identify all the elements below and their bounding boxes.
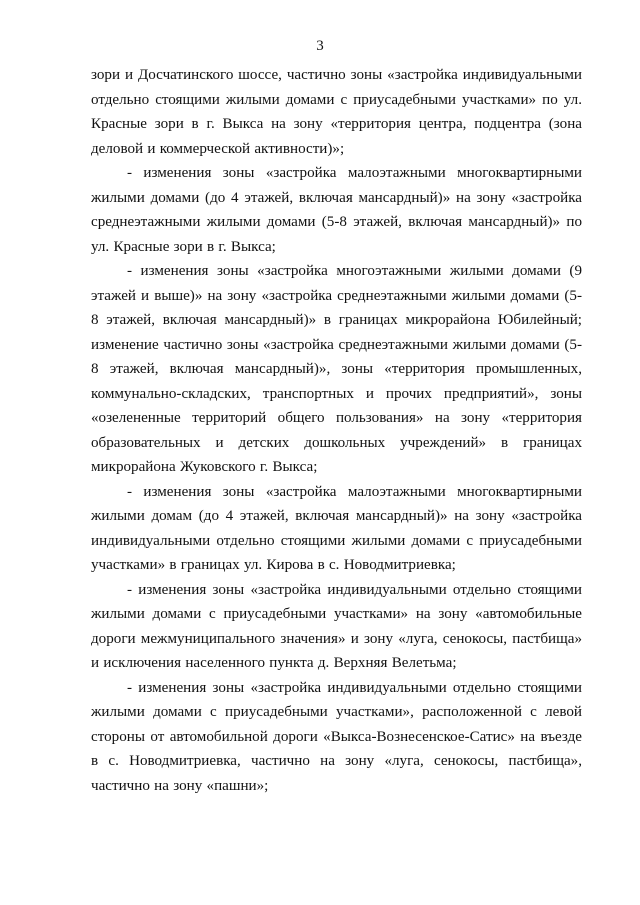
document-body bbox=[91, 63, 582, 798]
paragraph-list-item: - изменения зоны «застройка многоэтажными жилыми домами (9 этажей и выше)» на зону «застройка среднеэтажными жилыми домами (5-8 этажей, включая мансардный)» в границах микрорайона Юбилейный; изменение частично зоны «застройка среднеэтажными жилыми домами (5-8 этажей, включая мансардный)», зоны «территория промышленных, коммунально-складских, транспортных и прочих предприятий», зоны «озелененные территорий общего пользования» на зону «территория образовательных и детских дошкольных учреждений» в границах микрорайона Жуковского г. Выкса; bbox=[91, 263, 582, 475]
paragraph-list-item: - изменения зоны «застройка малоэтажными многоквартирными жилыми домами (до 4 этажей, включая мансардный)» на зону «застройка среднеэтажными жилыми домами (5-8 этажей, включая мансардный)» по ул. Красные зори в г. Выкса; bbox=[91, 165, 582, 255]
paragraph-list-item: - изменения зоны «застройка малоэтажными многоквартирными жилыми домам (до 4 этажей, включая мансардный)» на зону «застройка индивидуальными отдельно стоящими жилыми домами с приусадебными участками» в границах ул. Кирова в с. Новодмитриевка; bbox=[91, 483, 582, 573]
paragraph-list-item: - изменения зоны «застройка индивидуальными отдельно стоящими жилыми домами с приусадебными участками» на зону «автомобильные дороги межмуниципального значения» и зону «луга, сенокосы, пастбища» и исключения населенного пункта д. Верхняя Велетьма; bbox=[91, 581, 582, 671]
page-number: 3 bbox=[316, 38, 324, 54]
paragraph-continuation: зори и Досчатинского шоссе, частично зоны «застройка индивидуальными отдельно стоящими жилыми домами с приусадебными участками» по ул. Красные зори в г. Выкса на зону «территория центра, подцентра (зона деловой и коммерческой активности)»; bbox=[91, 67, 582, 157]
paragraph-list-item: - изменения зоны «застройка индивидуальными отдельно стоящими жилыми домами с приусадебными участками», расположенной с левой стороны от автомобильной дороги «Выкса-Вознесенское-Сатис» на въезде в с. Новодмитриевка, частично на зону «луга, сенокосы, пастбища», частично на зону «пашни»; bbox=[91, 679, 582, 794]
